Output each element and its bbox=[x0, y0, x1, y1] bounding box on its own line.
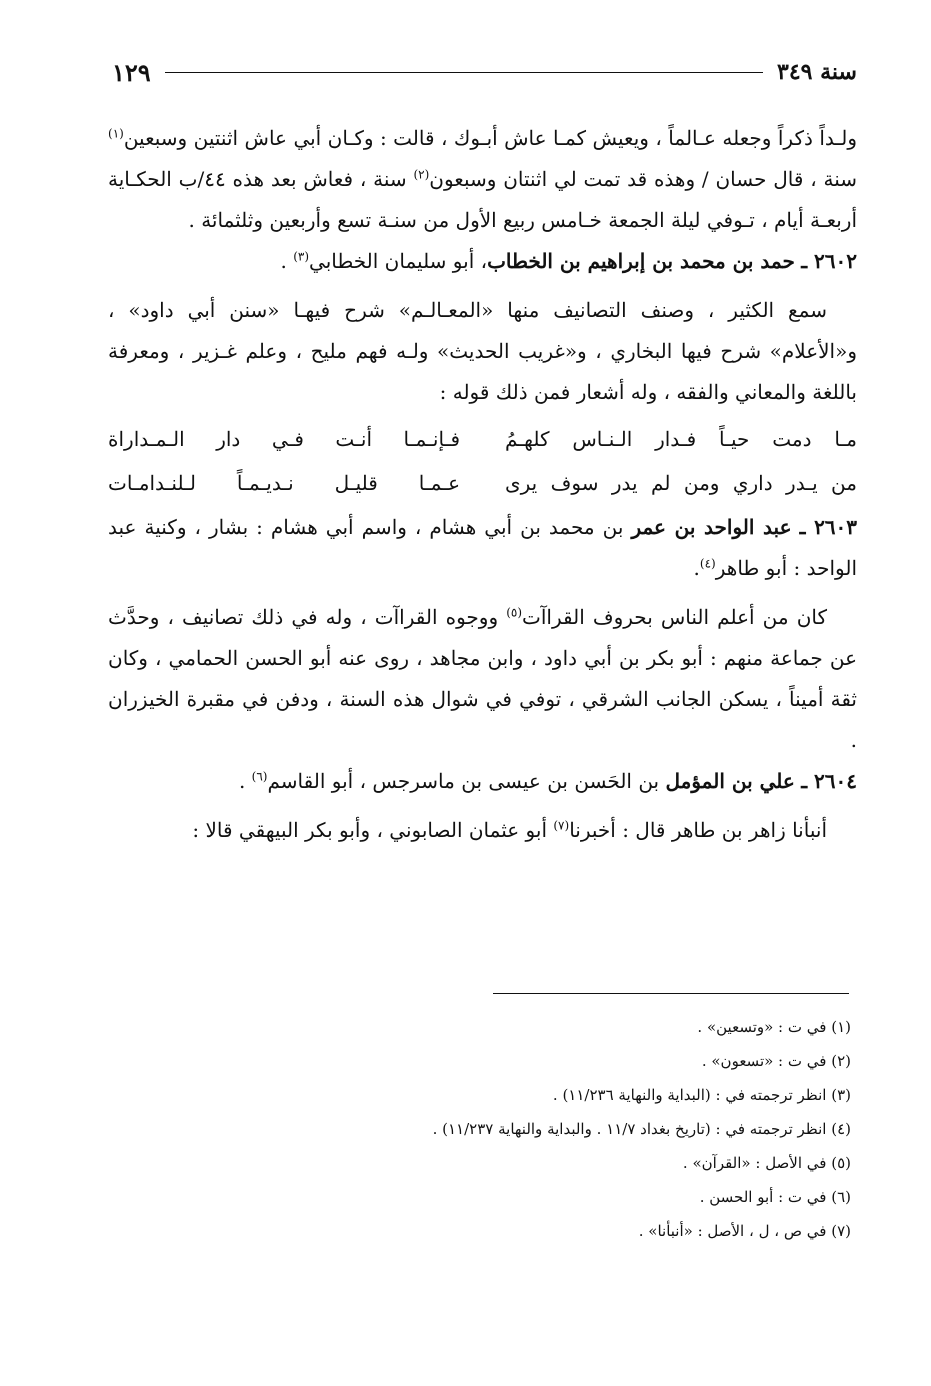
poem-verse bbox=[108, 417, 857, 461]
entry-text-2603: كان من أعلم الناس بحروف القراآت$^{(٥)}$ ووجوه القراآت ، وله في ذلك تصانيف ، وحدَّث عن جماعة منهم : أبو بكر بن أبي داود ، وابن مجاهد ، روى عنه أبو الحسن الحمامي ، وكان ثقة أميناً ، يسكن الجانب الشرقي ، توفي في شوال هذه السنة ، ودفن في مقبرة الخيزران . bbox=[108, 605, 858, 752]
poem bbox=[108, 417, 857, 505]
running-header bbox=[112, 52, 857, 92]
poem-hemistich: فـإنـمـا أنـت فـي دار الـمـداراة bbox=[108, 426, 461, 451]
footnote: (٤) انظر ترجمته في : (تاريخ بغداد ١١/٧ . والبداية والنهاية ١١/٢٣٧) . bbox=[432, 1120, 851, 1138]
header-year: سنة ٣٤٩ bbox=[777, 59, 857, 85]
footnote: (٢) في ت : «تسعون» . bbox=[701, 1052, 851, 1070]
footnote: (٧) في ص ، ل ، الأصل : «أنبأنا» . bbox=[638, 1222, 851, 1240]
footnote-mark: (١) bbox=[108, 126, 124, 141]
footnote: (٦) في ت : أبو الحسن . bbox=[699, 1188, 851, 1206]
footnotes bbox=[108, 1010, 851, 1248]
footnote-mark: (٤) bbox=[699, 556, 716, 571]
header-rule bbox=[165, 72, 763, 73]
entry-heading-2604: ٢٦٠٤ ـ علي بن المؤمل بن الحَسن بن عيسى بن ماسرجس ، أبو القاسم$^{(٦)}$ . bbox=[238, 769, 857, 793]
main-text bbox=[108, 118, 857, 851]
page-number: ١٢٩ bbox=[112, 57, 151, 87]
footnote-mark: (٦) bbox=[251, 769, 268, 784]
footnote: (٥) في الأصل : «القرآن» . bbox=[682, 1154, 851, 1172]
footnote-mark: (٣) bbox=[293, 249, 310, 264]
poem-hemistich: من يـدر داري ومن لم يدر سوف يرى bbox=[504, 470, 857, 495]
footnote: (١) في ت : «وتسعين» . bbox=[697, 1018, 851, 1036]
entry-name: حمد بن محمد بن إبراهيم بن الخطاب bbox=[487, 249, 795, 273]
poem-hemistich: عـمـا قليـل نـديـمـاً لـلنـدامـات bbox=[108, 470, 461, 495]
poem-verse bbox=[108, 461, 857, 505]
entry-text-2602: سمع الكثير ، وصنف التصانيف منها «المعـالـم» شرح فيهـا «سنن أبي داود» ، و«الأعلام» شرح فيها البخاري ، و«غريب الحديث» ولـه فهم مليح ، وعلم غـزير ، ومعرفة باللغة والمعاني والفقه ، وله أشعار فمن ذلك قوله : bbox=[108, 298, 857, 404]
entry-name: علي بن المؤمل bbox=[665, 769, 795, 793]
footnote-mark: (٥) bbox=[506, 605, 523, 620]
entry-text-2604: أنبأنا زاهر بن طاهر قال : أخبرنا$^{(٧)}$ أبو عثمان الصابوني ، وأبو بكر البيهقي قالا : bbox=[192, 818, 827, 842]
poem-hemistich: مـا دمت حيـاً فـدار الـنـاس كلهـمُ bbox=[504, 426, 857, 451]
footnote: (٣) انظر ترجمته في : (البداية والنهاية ١١/٢٣٦) . bbox=[552, 1086, 851, 1104]
entry-name: عبد الواحد بن عمر bbox=[631, 515, 792, 539]
footnote-mark: (٧) bbox=[553, 818, 570, 833]
entry-heading-2603: ٢٦٠٣ ـ عبد الواحد بن عمر بن محمد بن أبي هشام ، واسم أبي هشام : بشار ، وكنية عبد الواحد : أبو طاهر$^{(٤)}$. bbox=[108, 515, 858, 580]
footnote-separator bbox=[493, 993, 849, 994]
footnote-mark: (٢) bbox=[413, 167, 430, 182]
entry-heading-2602: ٢٦٠٢ ـ حمد بن محمد بن إبراهيم بن الخطاب، أبو سليمان الخطابي$^{(٣)}$ . bbox=[280, 249, 857, 273]
paragraph-continuation: ولـداً ذكراً وجعله عـالماً ، ويعيش كمـا عاش أبـوك ، قالت : وكـان أبي عاش اثنتين وسبعين$^{(١)}$ سنة ، قال حسان / وهذه قد تمت لي اثنتان وسبعون$^{(٢)}$ سنة ، فعاش بعد هذه ٤٤/ب الحكـاية أربعـة أيام ، تـوفي ليلة الجمعة خـامس ربيع الأول من سنـة تسع وأربعين وثلثمائة . bbox=[108, 126, 858, 232]
